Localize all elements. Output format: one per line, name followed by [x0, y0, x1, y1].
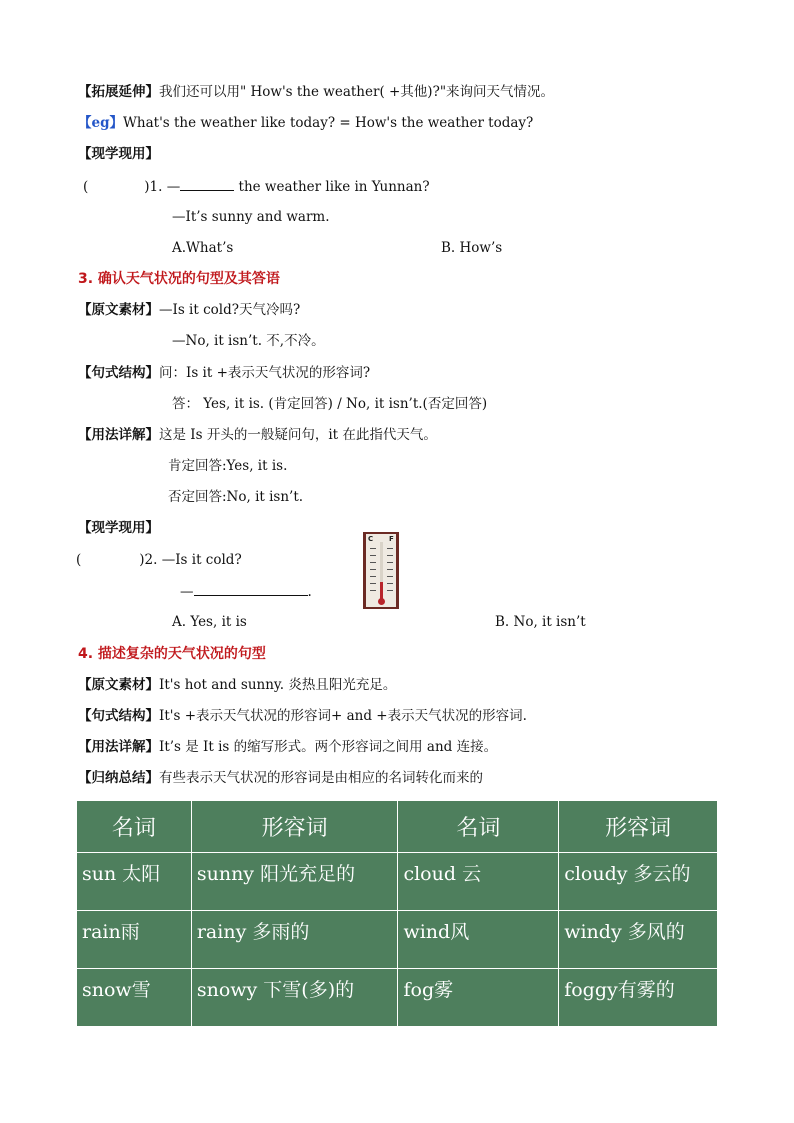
practice2-blank[interactable] [194, 581, 308, 596]
section3-usage [78, 425, 437, 445]
section4-usage-text: It’s 是 It is 的缩写形式。两个形容词之间用 and 连接。 [159, 739, 498, 755]
section3-structure-tag: 【句式结构】 [78, 365, 159, 381]
table-cell: foggy有雾的 [559, 969, 718, 1027]
practice1-paren: ( [83, 179, 89, 195]
extend-text: 我们还可以用" How's the weather( +其他)?"来询问天气情况。 [159, 84, 555, 100]
section4-summary [78, 768, 483, 788]
section3-usage-no: 否定回答:No, it isn’t. [168, 489, 304, 505]
practice1-option-a[interactable]: A.What’s [172, 240, 234, 256]
practice2-answer-dash: — [180, 584, 194, 600]
practice2-option-a[interactable]: A. Yes, it is [172, 614, 247, 630]
practice2-paren: ( [76, 552, 82, 568]
practice1-question [83, 176, 430, 197]
section4-structure [78, 706, 527, 726]
section4-source-text: It's hot and sunny. 炎热且阳光充足。 [159, 677, 397, 693]
table-cell: cloudy 多云的 [559, 853, 718, 911]
section4-title: 4. 描述复杂的天气状况的句型 [78, 646, 266, 662]
table-header-cell: 名词 [398, 801, 559, 853]
section3-source-tag: 【原文素材】 [78, 302, 159, 318]
section3-source-line2: —No, it isn’t. 不,不冷。 [172, 333, 325, 349]
extend-line [78, 82, 554, 102]
section3-usage-yes: 肯定回答:Yes, it is. [168, 458, 288, 474]
section3-structure-a: 答： Yes, it is. (肯定回答) / No, it isn’t.(否定回答) [172, 396, 488, 412]
thermometer-image [363, 532, 399, 609]
section4-summary-text: 有些表示天气状况的形容词是由相应的名词转化而来的 [159, 770, 483, 786]
table-cell: snowy 下雪(多)的 [191, 969, 398, 1027]
practice1-tag: 【现学现用】 [78, 146, 159, 162]
table-cell: windy 多风的 [559, 911, 718, 969]
table-header-cell: 形容词 [191, 801, 398, 853]
section4-summary-tag: 【归纳总结】 [78, 770, 159, 786]
noun-adjective-table [76, 800, 718, 1027]
section4-source [78, 675, 396, 695]
practice2-option-b[interactable]: B. No, it isn’t [495, 614, 586, 630]
table-header-row [77, 801, 718, 853]
section3-source [78, 300, 300, 320]
table-cell: rainy 多雨的 [191, 911, 398, 969]
practice1-answer: —It’s sunny and warm. [172, 209, 330, 225]
thermometer-f-label: F [389, 535, 394, 543]
table-cell: sunny 阳光充足的 [191, 853, 398, 911]
section3-practice-tag: 【现学现用】 [78, 520, 159, 536]
practice1-option-b[interactable]: B. How’s [441, 240, 503, 256]
section4-structure-tag: 【句式结构】 [78, 708, 159, 724]
section3-structure [78, 363, 370, 383]
section3-source-line1: —Is it cold?天气冷吗? [159, 302, 301, 318]
section3-usage-tag: 【用法详解】 [78, 427, 159, 443]
table-cell: wind风 [398, 911, 559, 969]
table-header-cell: 形容词 [559, 801, 718, 853]
table-row [77, 853, 718, 911]
section3-structure-q: 问：Is it +表示天气状况的形容词? [159, 365, 371, 381]
practice1-num: )1. — [144, 179, 181, 195]
practice1-question-text: the weather like in Yunnan? [234, 179, 430, 195]
practice1-tag-line [78, 144, 159, 164]
extend-tag: 【拓展延伸】 [78, 84, 159, 100]
practice2-answer-dot: . [307, 584, 312, 600]
section3-usage-text: 这是 Is 开头的一般疑问句，it 在此指代天气。 [159, 427, 437, 443]
section4-usage [78, 737, 497, 757]
table-cell: sun 太阳 [77, 853, 192, 911]
practice2-text: )2. —Is it cold? [139, 552, 242, 568]
thermometer-bulb [378, 598, 385, 605]
section3-practice-tag-line [78, 518, 159, 538]
table-cell: fog雾 [398, 969, 559, 1027]
table-cell: snow雪 [77, 969, 192, 1027]
table-header-cell: 名词 [77, 801, 192, 853]
thermometer-body [366, 534, 396, 607]
practice2-answer [180, 581, 312, 602]
section4-source-tag: 【原文素材】 [78, 677, 159, 693]
thermometer-c-label: C [368, 535, 374, 543]
table-cell: rain雨 [77, 911, 192, 969]
section4-usage-tag: 【用法详解】 [78, 739, 159, 755]
section4-structure-text: It's +表示天气状况的形容词+ and +表示天气状况的形容词. [159, 708, 527, 724]
eg-tag: 【eg】 [78, 115, 124, 131]
practice1-blank[interactable] [180, 176, 234, 191]
eg-text: What's the weather like today? = How's the weather today? [123, 115, 534, 131]
eg-line [78, 113, 533, 133]
practice2-question [76, 550, 242, 570]
table-cell: cloud 云 [398, 853, 559, 911]
section3-title: 3. 确认天气状况的句型及其答语 [78, 271, 280, 287]
table-row [77, 911, 718, 969]
table-row [77, 969, 718, 1027]
